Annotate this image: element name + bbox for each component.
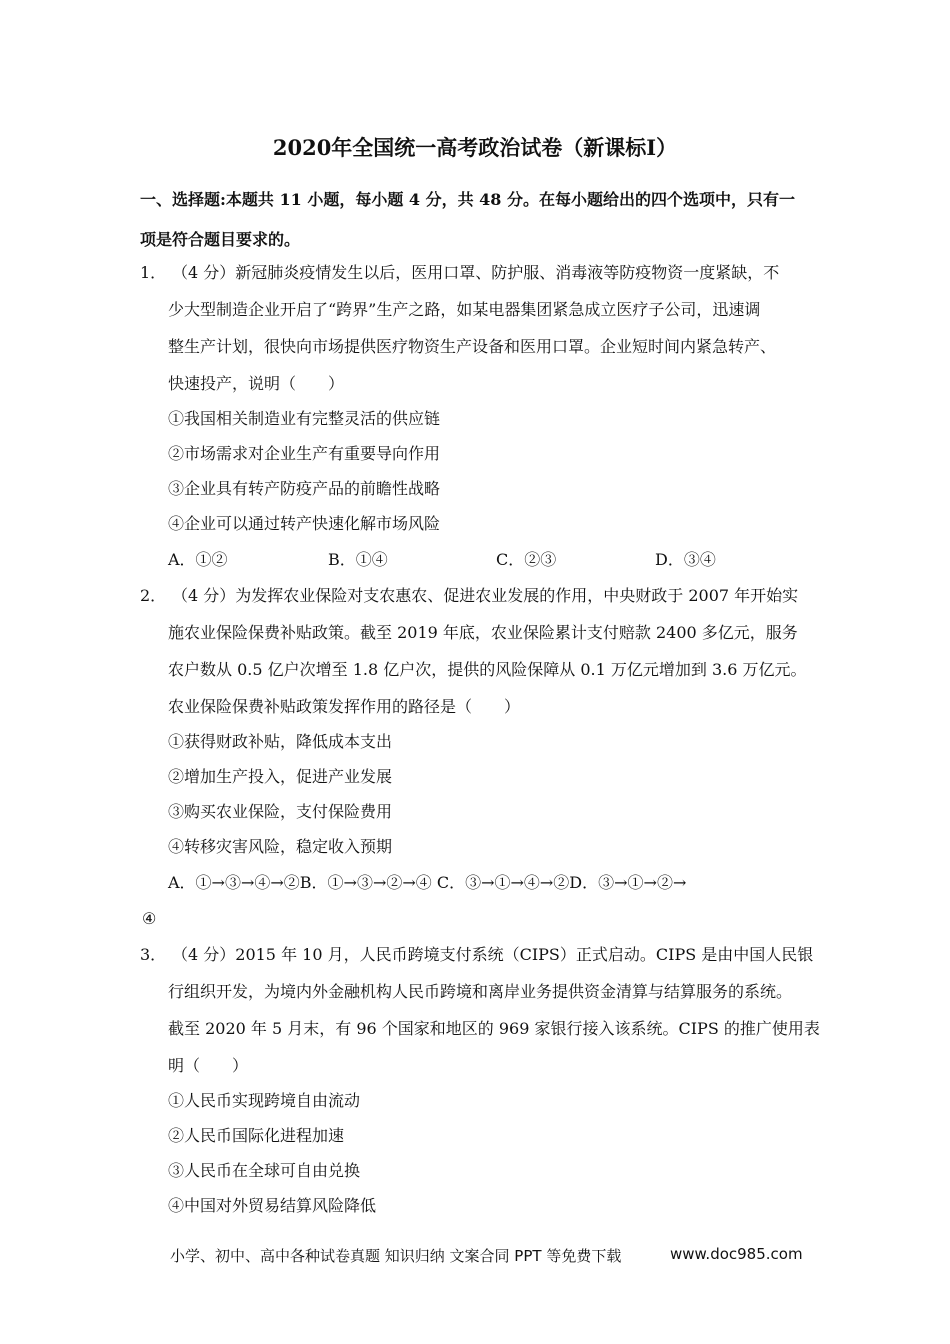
question-1-statement: ②市场需求对企业生产有重要导向作用 (168, 444, 441, 463)
question-1-statement: ④企业可以通过转产快速化解市场风险 (168, 514, 441, 533)
question-1-text-line: 少大型制造企业开启了“跨界”生产之路，如某电器集团紧急成立医疗子公司，迅速调 (168, 300, 761, 319)
question-2-choices: A．①→③→④→②B．①→③→②→④ C．③→①→④→②D．③→①→②→ (168, 873, 687, 892)
question-2-statement: ④转移灾害风险，稳定收入预期 (168, 837, 393, 856)
question-2-text-line: 农业保险保费补贴政策发挥作用的路径是（ ） (168, 697, 521, 716)
question-2-number: 2． (140, 586, 167, 605)
question-1-statement: ③企业具有转产防疫产品的前瞻性战略 (168, 479, 441, 498)
question-1-choice-d: D．③④ (655, 550, 716, 569)
question-3-statement: ④中国对外贸易结算风险降低 (168, 1196, 377, 1215)
question-2-text-line: 施农业保险保费补贴政策。截至 2019 年底，农业保险累计支付赔款 2400 多亿元，服务 (168, 623, 798, 642)
question-3-statement: ③人民币在全球可自由兑换 (168, 1161, 361, 1180)
question-2-statement: ①获得财政补贴，降低成本支出 (168, 732, 393, 751)
question-1-choice-a: A．①② (168, 550, 228, 569)
question-3-statement: ②人民币国际化进程加速 (168, 1126, 345, 1145)
question-1-text-line: 整生产计划，很快向市场提供医疗物资生产设备和医用口罩。企业短时间内紧急转产、 (168, 337, 777, 356)
question-3-number: 3． (140, 945, 167, 964)
question-3-statement: ①人民币实现跨境自由流动 (168, 1091, 361, 1110)
question-1-text-line: （4 分）新冠肺炎疫情发生以后，医用口罩、防护服、消毒液等防疫物资一度紧缺，不 (172, 263, 780, 282)
question-1-choice-c: C．②③ (496, 550, 557, 569)
question-1-number: 1． (140, 263, 167, 282)
page-title: 2020年全国统一高考政治试卷（新课标Ⅰ） (272, 135, 678, 160)
question-3-text-line: （4 分）2015 年 10 月，人民币跨境支付系统（CIPS）正式启动。CIPS 是由中国人民银 (172, 945, 814, 964)
question-2-statement: ③购买农业保险，支付保险费用 (168, 802, 393, 821)
question-2-statement: ②增加生产投入，促进产业发展 (168, 767, 393, 786)
question-3-text-line: 行组织开发，为境内外金融机构人民币跨境和离岸业务提供资金清算与结算服务的系统。 (168, 982, 793, 1001)
footer-website-link[interactable]: www.doc985.com (670, 1245, 803, 1263)
question-1-statement: ①我国相关制造业有完整灵活的供应链 (168, 409, 441, 428)
section-heading-line-1: 一、选择题:本题共 11 小题，每小题 4 分，共 48 分。在每小题给出的四个选项中，只有一 (140, 190, 795, 209)
question-1-choice-b: B．①④ (328, 550, 388, 569)
question-2-choices-continued: ④ (142, 909, 157, 928)
question-2-text-line: 农户数从 0.5 亿户次增至 1.8 亿户次，提供的风险保障从 0.1 万亿元增加到 3.6 万亿元。 (168, 660, 807, 679)
footer-text: 小学、初中、高中各种试卷真题 知识归纳 文案合同 PPT 等免费下载 (170, 1247, 622, 1265)
question-2-text-line: （4 分）为发挥农业保险对支农惠农、促进农业发展的作用，中央财政于 2007 年开始实 (172, 586, 799, 605)
question-3-text-line: 明（ ） (168, 1056, 249, 1075)
question-3-text-line: 截至 2020 年 5 月末，有 96 个国家和地区的 969 家银行接入该系统。CIPS 的推广使用表 (168, 1019, 820, 1038)
question-1-text-line: 快速投产，说明（ ） (168, 374, 345, 393)
section-heading-line-2: 项是符合题目要求的。 (140, 230, 301, 249)
